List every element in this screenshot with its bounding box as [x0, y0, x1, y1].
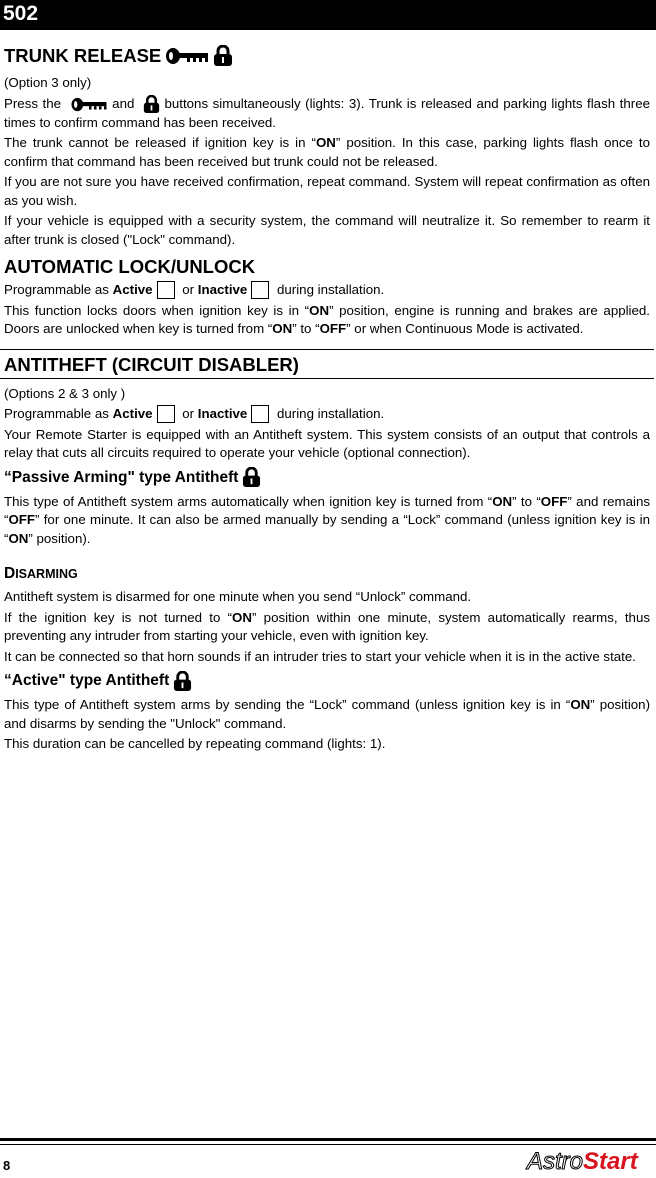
text: Programmable as — [4, 406, 113, 421]
text: during installation. — [273, 406, 385, 421]
logo-astro: Astro — [527, 1148, 584, 1175]
text: OFF — [319, 321, 347, 336]
passive-arming-title: “Passive Arming" type Antitheft — [4, 468, 239, 486]
text: Inactive — [197, 406, 248, 421]
text: ON — [492, 493, 513, 509]
text: ” position. In this case, parking lights flash once to confirm that command has been received but trunk could not be released. — [4, 135, 650, 169]
auto-lock-heading: AUTOMATIC LOCK/UNLOCK — [4, 256, 256, 277]
lock-icon — [173, 671, 192, 692]
text: Active — [112, 282, 153, 297]
page-number: 8 — [3, 1158, 11, 1173]
text: or — [178, 282, 198, 297]
trunk-paragraph-2 — [4, 134, 650, 171]
text: OFF — [540, 493, 568, 509]
text: during installation. — [273, 282, 385, 297]
text: OFF — [8, 512, 36, 527]
astrostart-logo — [527, 1148, 652, 1176]
text: This type of Antitheft system arms by sending the “Lock” command (unless ignition key is in “ — [4, 697, 571, 712]
text: ON — [8, 530, 29, 546]
antitheft-intro: Your Remote Starter is equipped with an Antitheft system. This system consists of an output that controls a relay that cuts all circuits required to operate your vehicle (optional connection). — [4, 426, 650, 460]
passive-arming-heading — [4, 467, 650, 489]
text: ” and remains “ — [4, 493, 651, 527]
text: ” position) and disarms by sending the "Unlock" command. — [4, 697, 650, 731]
text: ISARMING — [15, 567, 78, 581]
active-type-paragraph-2: This duration can be cancelled by repeating command (lights: 1). — [4, 736, 386, 751]
inactive-checkbox[interactable] — [251, 405, 269, 423]
disarming-heading — [4, 564, 650, 584]
disarming-paragraph-3: It can be connected so that horn sounds if an intruder tries to start your vehicle when it is in the active state. — [4, 648, 636, 664]
text: ON — [232, 609, 252, 625]
text: ON — [309, 302, 330, 318]
text: D — [4, 565, 16, 582]
lock-icon — [143, 95, 160, 114]
footer-rule — [0, 1144, 656, 1145]
active-type-heading — [4, 670, 650, 692]
text: ” position, engine is running and brakes are applied. Doors are unlocked when key is turned from “ — [4, 302, 650, 336]
text: ON — [272, 321, 293, 336]
key-icon — [70, 97, 108, 112]
disarming-paragraph-1: Antitheft system is disarmed for one minute when you send “Unlock” command. — [4, 589, 472, 604]
inactive-checkbox[interactable] — [251, 281, 269, 299]
text: If the ignition key is not turned to “ — [4, 609, 233, 625]
text: Press the — [4, 95, 66, 111]
passive-arming-text — [4, 493, 650, 549]
text: ” to “ — [512, 493, 541, 509]
text: ” to “ — [292, 321, 320, 336]
trunk-paragraph-3: If you are not sure you have received confirmation, repeat command. System will repeat confirmation as often as you wish. — [4, 174, 650, 208]
key-icon — [165, 47, 209, 65]
footer-rule — [0, 1138, 656, 1141]
text: ” position). — [28, 530, 91, 546]
text: Active — [112, 406, 153, 421]
header-bar — [0, 0, 656, 30]
text: Inactive — [197, 282, 248, 297]
text: ” for one minute. It can also be armed manually by sending a “Lock” command (unless ignition key is in “ — [4, 512, 650, 546]
trunk-release-title: TRUNK RELEASE — [4, 45, 162, 66]
active-type-title: “Active" type Antitheft — [4, 672, 170, 689]
page-code: 502 — [3, 2, 39, 25]
manual-content — [4, 44, 650, 756]
logo-start: Start — [583, 1148, 638, 1175]
text: buttons simultaneously (lights: 3). Trunk is released and parking lights flash three times to confirm command has been received. — [4, 95, 650, 130]
text: ON — [570, 697, 591, 712]
lock-icon — [213, 45, 233, 67]
text: ” position within one minute, system automatically rearms, thus preventing any intruder from starting your vehicle, even with ignition key. — [4, 609, 650, 643]
text: ON — [315, 135, 336, 150]
antitheft-option: (Options 2 & 3 only ) — [4, 385, 126, 401]
trunk-release-heading — [4, 44, 650, 68]
text: This type of Antitheft system arms automatically when ignition key is turned from “ — [4, 493, 493, 509]
trunk-paragraph-4: If your vehicle is equipped with a security system, the command will neutralize it. So remember to rearm it after trunk is closed ("Lock" command). — [4, 213, 650, 247]
auto-lock-programmable — [4, 281, 650, 300]
active-checkbox[interactable] — [157, 281, 175, 299]
text: and — [107, 95, 139, 111]
text: This function locks doors when ignition key is in “ — [4, 302, 310, 318]
disarming-paragraph-2 — [4, 609, 650, 646]
active-checkbox[interactable] — [157, 405, 175, 423]
text: or — [178, 406, 198, 421]
trunk-option: (Option 3 only) — [4, 75, 92, 90]
active-type-paragraph-1 — [4, 696, 650, 733]
text: Programmable as — [4, 282, 113, 297]
text: ” or when Continuous Mode is activated. — [346, 321, 584, 336]
lock-icon — [242, 467, 261, 488]
trunk-paragraph-1 — [4, 95, 650, 133]
text: The trunk cannot be released if ignition key is in “ — [4, 135, 316, 150]
antitheft-programmable — [4, 405, 650, 424]
auto-lock-description — [4, 302, 650, 339]
antitheft-heading: ANTITHEFT (CIRCUIT DISABLER) — [0, 349, 654, 379]
